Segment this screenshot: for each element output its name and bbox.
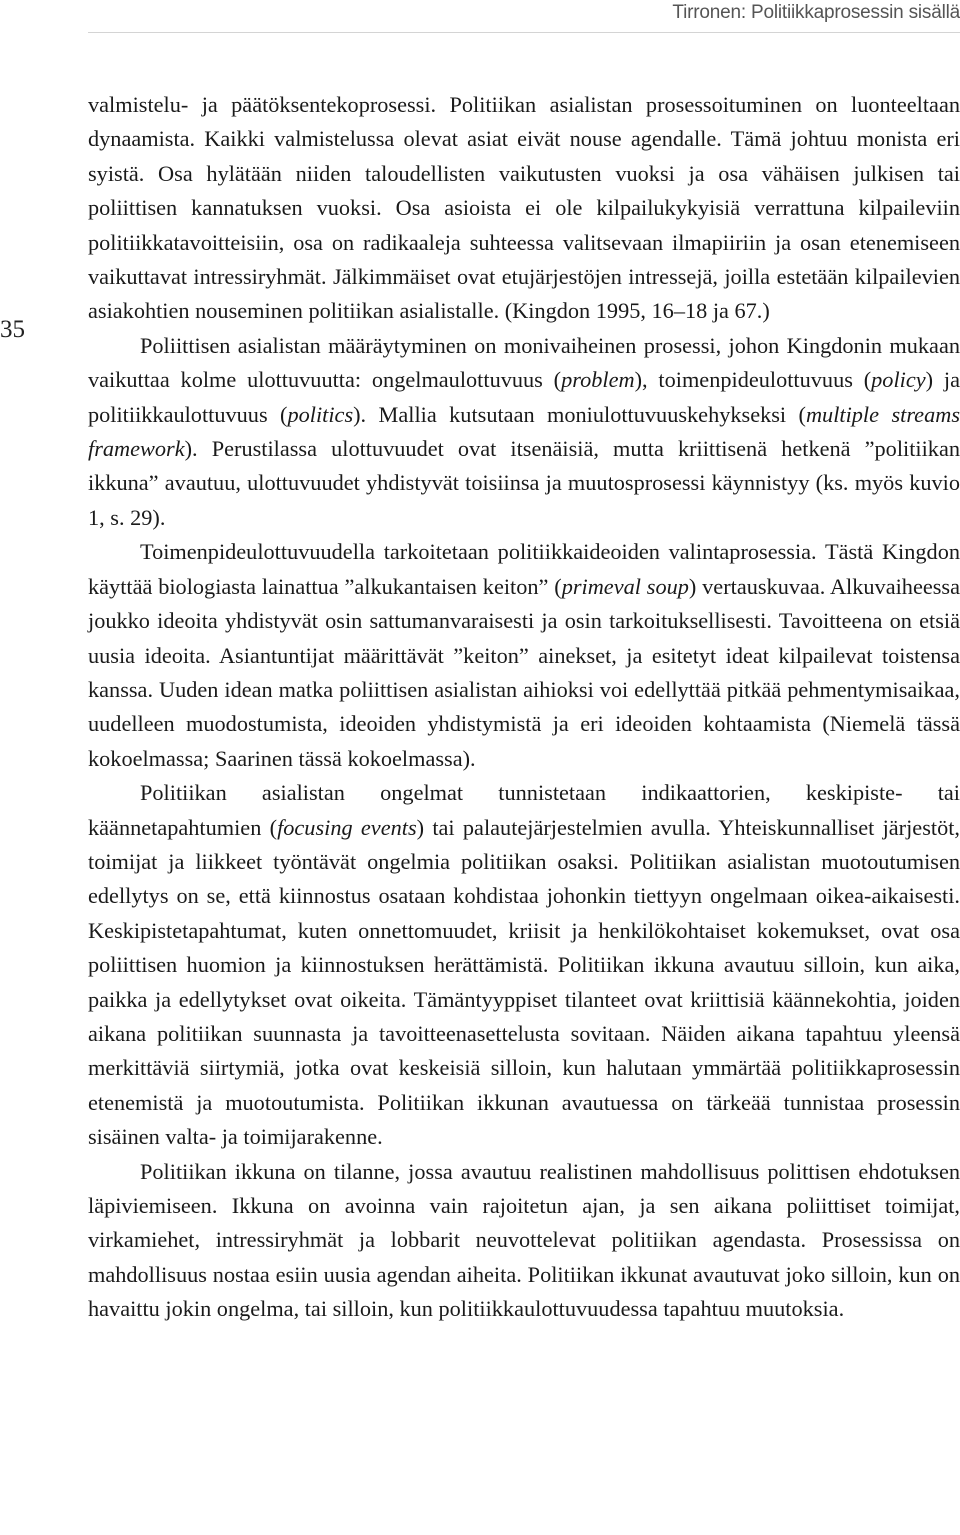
- italic-term: focusing events: [277, 814, 417, 840]
- text-span: Toimenpideulottuvuudella tarkoitetaan politiikkaideoiden valintaprosessia. Tästä Kingdon käyttää biologiasta lainattua ”alkukantaisen keiton” (: [88, 539, 960, 599]
- page-number: 35: [0, 316, 25, 343]
- italic-term: policy: [871, 367, 926, 393]
- text-span: ) ja politiikkaulottuvuus (: [88, 367, 960, 427]
- text-span: valmistelu- ja päätöksentekoprosessi. Politiikan asialistan prosessoituminen on luonteeltaan dynaamista. Kaikki valmistelussa olevat asiat eivät nouse agendalle. Tämä johtuu monista eri syistä. Osa hylätään niiden taloudellisten vaikutusten vuoksi ja osa vähäisen julkisen tai poliittisen kannatuksen vuoksi. Osa asioista ei ole kilpailukykyisiä verrattuna kilpaileviin politiikkatavoitteisiin, osa on radikaaleja suhteessa valitsevaan ilmapiiriin ja osan etenemiseen vaikuttavat intressiryhmät. Jälkimmäiset ovat etujärjestöjen intressejä, joilla estetään kilpailevien asiakohtien nouseminen politiikan asialistalle. (Kingdon 1995, 16–18 ja 67.): [88, 92, 960, 324]
- text-span: Poliittisen asialistan määräytyminen on monivaiheinen prosessi, johon Kingdonin mukaan vaikuttaa kolme ulottuvuutta: ongelmaulottuvuus (: [88, 332, 960, 393]
- body-text: [88, 88, 960, 1327]
- text-span: ), toimenpideulottuvuus (: [634, 367, 872, 393]
- paragraph-1: [88, 88, 960, 329]
- text-span: ). Mallia kutsutaan moniulottuvuuskehykseksi (: [353, 401, 806, 427]
- paragraph-3: [88, 535, 960, 776]
- running-title: Tirronen: Politiikkaprosessin sisällä: [672, 2, 960, 23]
- text-span: ) tai palautejärjestelmien avulla. Yhteiskunnalliset järjestöt, toimijat ja liikkeet työntävät ongelmia politiikan osaksi. Politiikan asialistan muotoutumisen edellytys on se, että kiinnostus osataan kohdistaa johonkin tiettyyn ongelmaan oikea-aikaisesti. Keskipistetapahtumat, kuten onnettomuudet, kriisit ja henkilökohtaiset kokemukset, ovat osa poliittisen huomion ja kiinnostuksen herättämistä. Politiikan ikkuna avautuu silloin, kun aika, paikka ja edellytykset ovat oikeita. Tämäntyyppiset tilanteet ovat kriittisiä käännekohtia, joiden aikana politiikan suunnasta ja tavoitteenasettelusta sovitaan. Näiden aikana tapahtuu yleensä merkittäviä siirtymiä, jotka ovat keskeisiä silloin, kun halutaan ymmärtää politiikkaprosessin etenemistä ja muotoutumista. Politiikan ikkunan avautuessa on tärkeää tunnistaa prosessin sisäinen valta- ja toimijarakenne.: [88, 814, 960, 1150]
- paragraph-5: [88, 1155, 960, 1327]
- italic-term: problem: [561, 367, 635, 393]
- text-span: ) vertauskuvaa. Alkuvaiheessa joukko ideoita yhdistyvät osin sattumanvaraisesti ja osin tarkoituksellisesti. Tavoitteena on etsiä uusia ideoita. Asiantuntijat määrittävät ”keiton” ainekset, ja esitetyt ideat kilpailevat toistensa kanssa. Uuden idean matka poliittisen asialistan aihioksi voi edellyttää pitkää pehmentymisaikaa, uudelleen muodostumista, ideoiden yhdistymistä ja eri ideoiden kohtaamista (Niemelä tässä kokoelmassa; Saarinen tässä kokoelmassa).: [88, 573, 960, 771]
- text-span: Politiikan asialistan ongelmat tunnistetaan indikaattorien, keskipiste- tai käännetapahtumien (: [88, 780, 960, 840]
- running-header: [88, 0, 960, 33]
- italic-term: multiple streams framework: [88, 401, 960, 462]
- italic-term: politics: [287, 401, 354, 427]
- italic-term: primeval soup: [561, 573, 689, 599]
- paragraph-4: [88, 776, 960, 1154]
- paragraph-2: [88, 329, 960, 535]
- text-span: Politiikan ikkuna on tilanne, jossa avautuu realistinen mahdollisuus polittisen ehdotuksen läpiviemiseen. Ikkuna on avoinna vain rajoitetun ajan, ja sen aikana poliittiset toimijat, virkamiehet, intressiryhmät ja lobbarit neuvottelevat politiikan agendasta. Prosessissa on mahdollisuus nostaa esiin uusia agendan aiheita. Politiikan ikkunat avautuvat joko silloin, kun on havaittu jokin ongelma, tai silloin, kun politiikkaulottuvuudessa tapahtuu muutoksia.: [88, 1158, 960, 1322]
- text-span: ). Perustilassa ulottuvuudet ovat itsenäisiä, mutta kriittisenä hetkenä ”politiikan ikkuna” avautuu, ulottuvuudet yhdistyvät toisiinsa ja muutosprosessi käynnistyy (ks. myös kuvio 1, s. 29).: [88, 436, 960, 530]
